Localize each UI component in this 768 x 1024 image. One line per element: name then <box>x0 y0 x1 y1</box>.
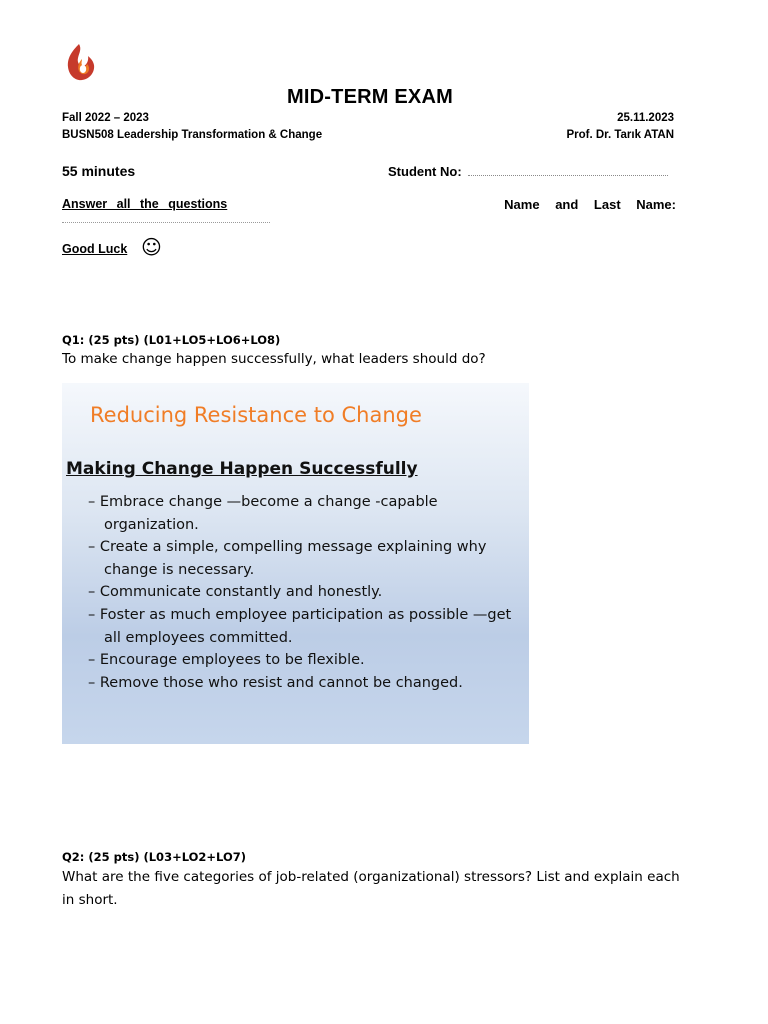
q1-header: Q1: (25 pts) (L01+LO5+LO6+LO8) <box>62 333 281 347</box>
term-label: Fall 2022 – 2023 <box>62 112 149 124</box>
university-logo <box>64 42 98 82</box>
course-label: BUSN508 Leadership Transformation & Change <box>62 129 323 141</box>
duration-label: 55 minutes <box>62 163 136 179</box>
student-no-field <box>388 164 668 179</box>
slide-bullet: – Encourage employees to be flexible. <box>88 649 518 672</box>
slide-bullet: – Foster as much employee participation as possible —get all employees committed. <box>88 604 518 649</box>
q2-text: What are the five categories of job-related (organizational) stressors? List and explain each in short. <box>62 869 680 908</box>
exam-title: MID-TERM EXAM <box>287 86 453 108</box>
slide-bullet: – Communicate constantly and honestly. <box>88 581 518 604</box>
slide-subtitle: Making Change Happen Successfully <box>66 459 418 479</box>
slide-bullet: – Remove those who resist and cannot be changed. <box>88 672 518 695</box>
slide-bullet-list <box>88 491 518 694</box>
slide-bullet: – Embrace change —become a change -capable organization. <box>88 491 518 536</box>
good-luck-label: Good Luck <box>62 242 128 256</box>
slide-image <box>62 383 529 744</box>
name-label: Name and Last Name: <box>504 197 676 212</box>
smiley-icon: ☺ <box>141 235 162 259</box>
professor-name: Prof. Dr. Tarık ATAN <box>566 129 674 141</box>
exam-date: 25.11.2023 <box>617 112 674 124</box>
student-no-blank <box>468 165 668 176</box>
instructions: Answer all the questions <box>62 197 228 211</box>
student-no-label: Student No: <box>388 164 462 179</box>
slide-title: Reducing Resistance to Change <box>90 403 422 427</box>
q2-header: Q2: (25 pts) (L03+LO2+LO7) <box>62 850 246 864</box>
q1-text: To make change happen successfully, what leaders should do? <box>62 351 486 367</box>
name-blank-line <box>62 222 270 223</box>
slide-bullet: – Create a simple, compelling message explaining why change is necessary. <box>88 536 518 581</box>
